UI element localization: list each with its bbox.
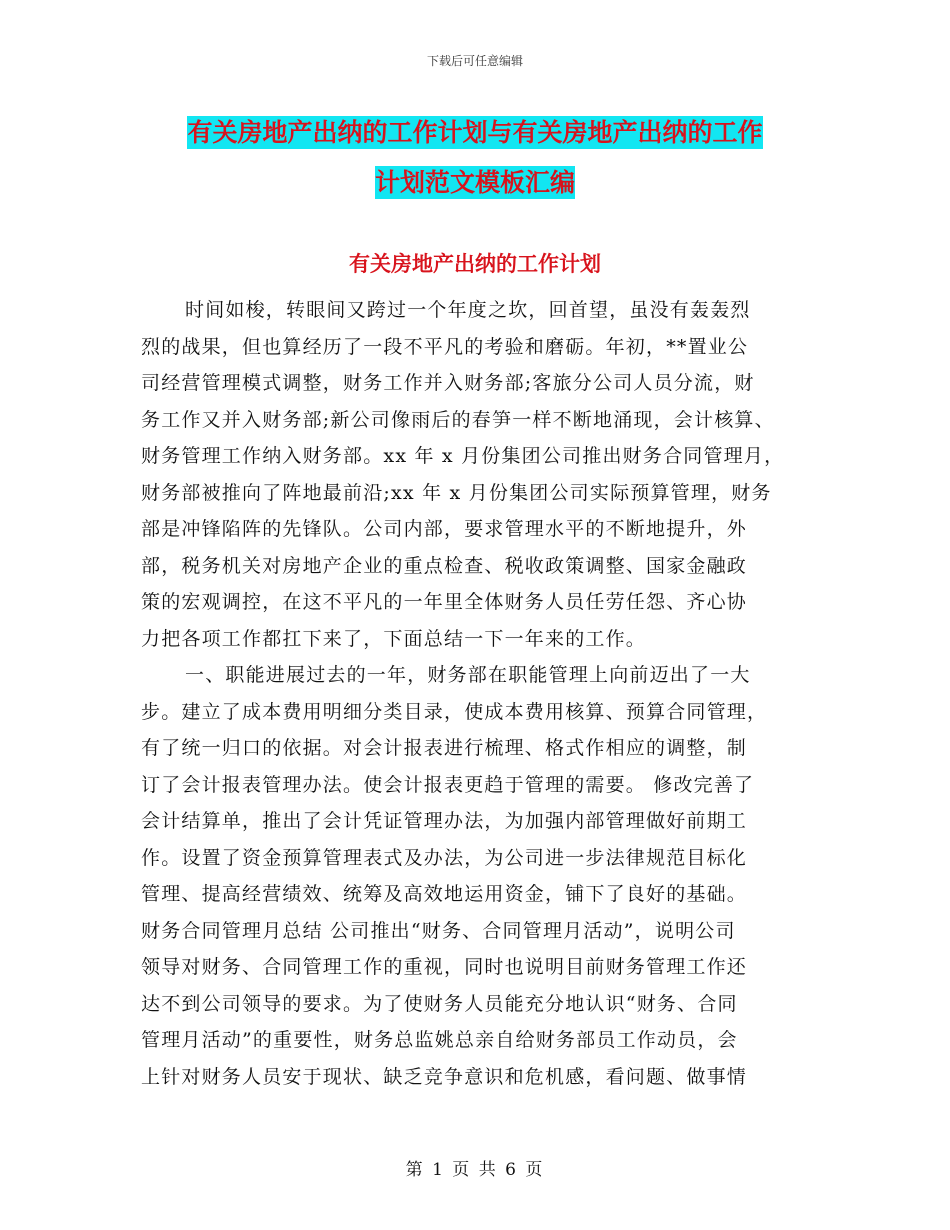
body-line: 作。设置了资金预算管理表式及办法，为公司进一步法律规范目标化: [141, 846, 748, 869]
body-line: 一、职能进展过去的一年，财务部在职能管理上向前迈出了一大: [185, 664, 751, 686]
body-line: 烈的战果，但也算经历了一段不平凡的考验和磨砺。年初，**置业公: [141, 335, 749, 358]
body-line: 财务部被推向了阵地最前沿;xx 年 x 月份集团公司实际预算管理，财务: [141, 481, 772, 504]
body-line: 策的宏观调控，在这不平凡的一年里全体财务人员任劳任怨、齐心协: [141, 591, 748, 613]
body-line: 时间如梭，转眼间又跨过一个年度之坎，回首望，虽没有轰轰烈: [185, 299, 751, 321]
body-line: 管理、提高经营绩效、统筹及高效地运用资金，铺下了良好的基础。: [141, 883, 748, 905]
body-text: [141, 292, 821, 1095]
body-line: 达不到公司领导的要求。为了使财务人员能充分地认识“财务、合同: [141, 992, 738, 1015]
document-title-text-1: 有关房地产出纳的工作计划与有关房地产出纳的工作: [187, 118, 763, 147]
body-line: 财务合同管理月总结 公司推出“财务、合同管理月活动”，说明公司: [141, 919, 736, 942]
document-title-line-2: [0, 158, 950, 208]
document-title-text-2: 计划范文模板汇编: [374, 168, 575, 197]
body-line: 财务管理工作纳入财务部。xx 年 x 月份集团公司推出财务合同管理月，: [141, 445, 785, 467]
body-line: 订了会计报表管理办法。使会计报表更趋于管理的需要。 修改完善了: [141, 773, 755, 796]
body-line: 部，税务机关对房地产企业的重点检查、税收政策调整、国家金融政: [141, 554, 748, 577]
body-line: 上针对财务人员安于现状、缺乏竞争意识和危机感，看问题、做事情: [141, 1065, 748, 1088]
document-title: [0, 108, 950, 208]
body-line: 部是冲锋陷阵的先锋队。公司内部，要求管理水平的不断地提升，外: [141, 518, 748, 540]
document-title-line-1: [0, 108, 950, 158]
body-line: 司经营管理模式调整，财务工作并入财务部;客旅分公司人员分流，财: [141, 372, 755, 394]
header-note: 下载后可任意编辑: [426, 54, 523, 68]
body-line: 务工作又并入财务部;新公司像雨后的春笋一样不断地涌现，会计核算、: [141, 408, 775, 431]
body-line: 力把各项工作都扛下来了，下面总结一下一年来的工作。: [141, 627, 647, 650]
body-line: 领导对财务、合同管理工作的重视，同时也说明目前财务管理工作还: [141, 956, 748, 978]
body-line: 会计结算单，推出了会计凭证管理办法，为加强内部管理做好前期工: [141, 810, 748, 832]
page-footer: 第 1 页 共 6 页: [405, 1160, 545, 1180]
body-line: 步。建立了成本费用明细分类目录，使成本费用核算、预算合同管理，: [141, 700, 768, 723]
section-title: 有关房地产出纳的工作计划: [349, 252, 601, 276]
body-line: 有了统一归口的依据。对会计报表进行梳理、格式作相应的调整，制: [141, 737, 748, 759]
body-line: 管理月活动”的重要性，财务总监姚总亲自给财务部员工作动员，会: [141, 1029, 738, 1051]
